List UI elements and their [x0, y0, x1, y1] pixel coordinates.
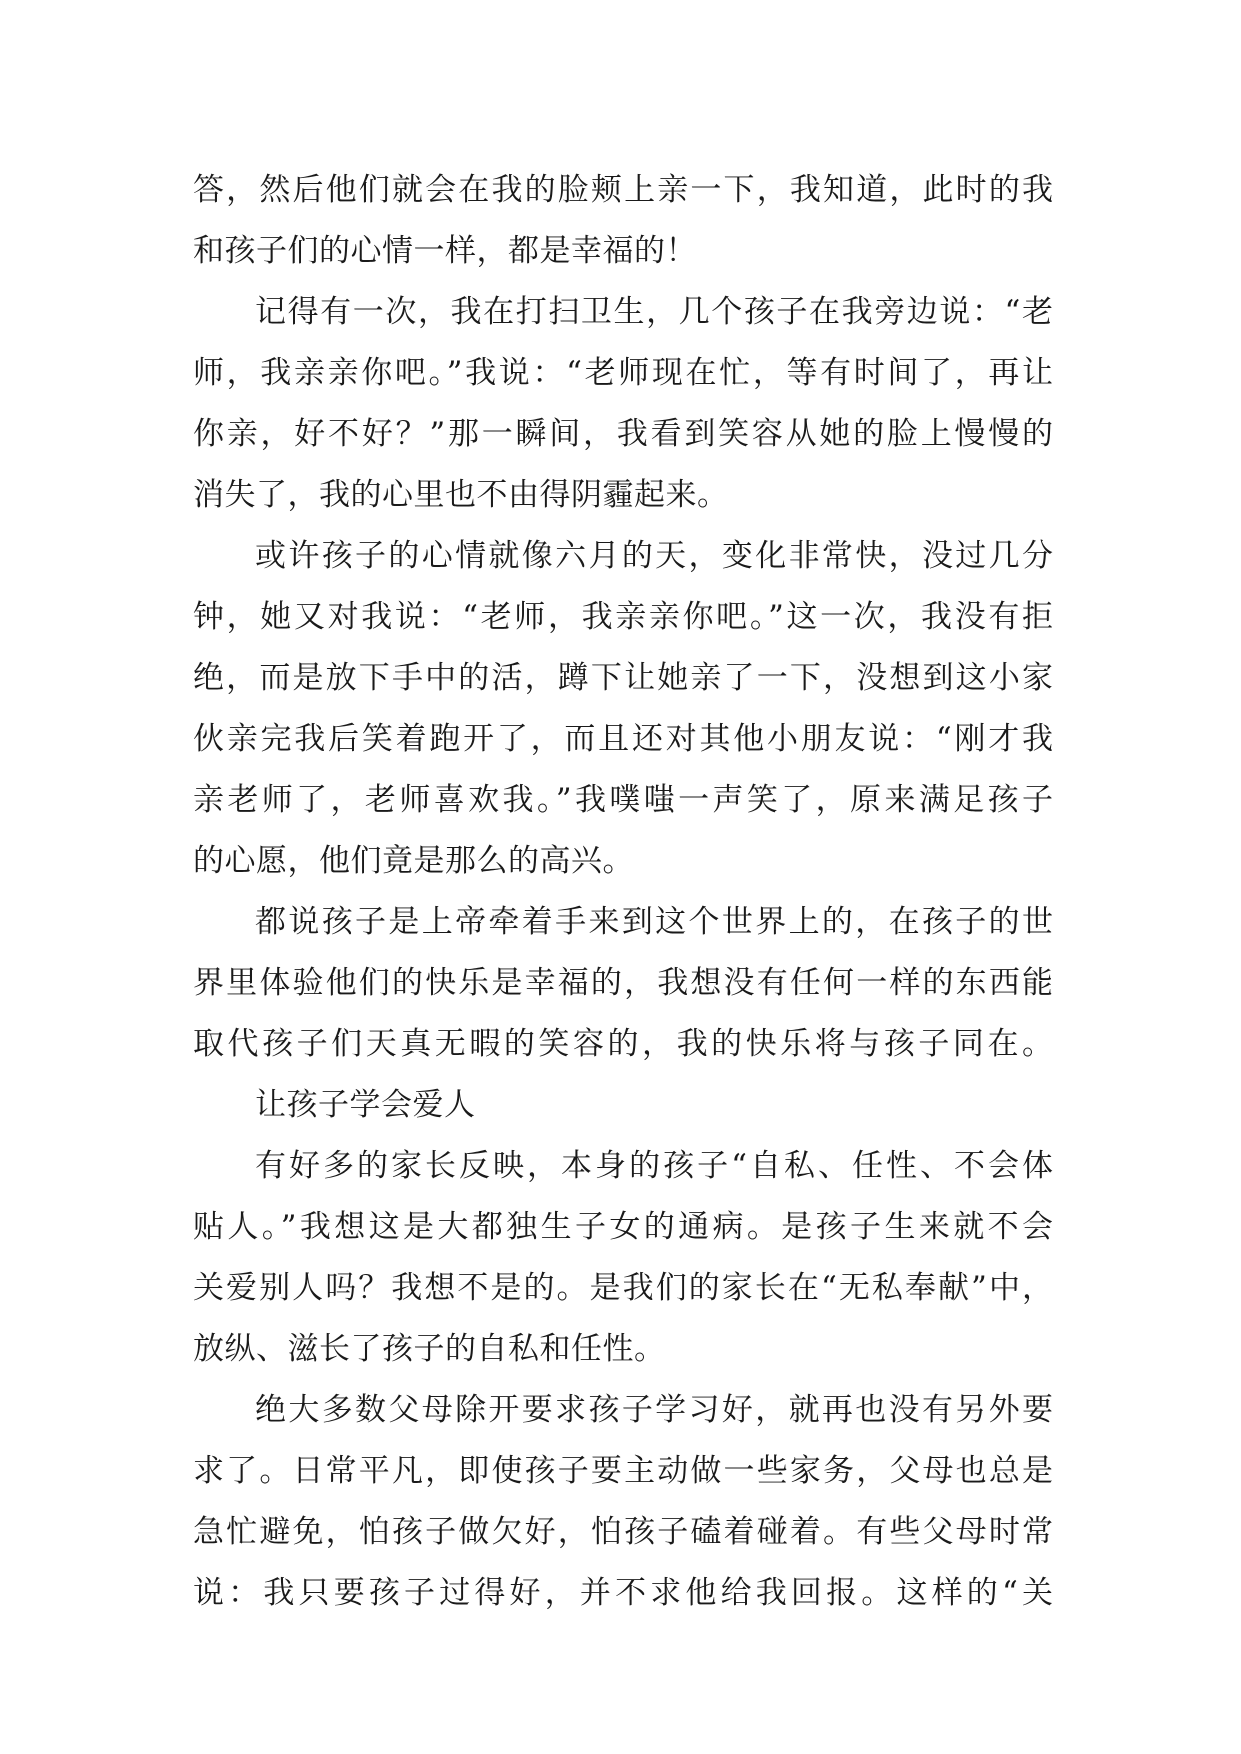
text-line: 取代孩子们天真无暇的笑容的，我的快乐将与孩子同在。: [193, 1026, 1053, 1062]
text-line: 伙亲完我后笑着跑开了，而且还对其他小朋友说：“刚才我: [193, 721, 1053, 757]
text-line: 急忙避免，怕孩子做欠好，怕孩子磕着碰着。有些父母时常: [193, 1514, 1053, 1550]
text-line: 关爱别人吗？我想不是的。是我们的家长在“无私奉献”中，: [193, 1270, 1053, 1306]
text-line: 放纵、滋长了孩子的自私和任性。: [193, 1331, 666, 1367]
text-line: 你亲，好不好？”那一瞬间，我看到笑容从她的脸上慢慢的: [193, 416, 1053, 452]
text-line: 答，然后他们就会在我的脸颊上亲一下，我知道，此时的我: [193, 172, 1053, 208]
text-line: 界里体验他们的快乐是幸福的，我想没有任何一样的东西能: [193, 965, 1053, 1001]
text-line: 说：我只要孩子过得好，并不求他给我回报。这样的“关: [193, 1575, 1053, 1611]
text-line: 和孩子们的心情一样，都是幸福的！: [193, 233, 697, 269]
body-text: [193, 160, 1053, 1624]
text-line: 消失了，我的心里也不由得阴霾起来。: [193, 477, 729, 513]
text-line: 钟，她又对我说：“老师，我亲亲你吧。”这一次，我没有拒: [193, 599, 1053, 635]
text-line: 亲老师了，老师喜欢我。”我噗嗤一声笑了，原来满足孩子: [193, 782, 1053, 818]
text-line: 的心愿，他们竟是那么的高兴。: [193, 843, 634, 879]
text-line: 求了。日常平凡，即使孩子要主动做一些家务，父母也总是: [193, 1453, 1053, 1489]
paragraph-first-line: 记得有一次，我在打扫卫生，几个孩子在我旁边说：“老: [255, 294, 1053, 330]
paragraph-first-line: 都说孩子是上帝牵着手来到这个世界上的，在孩子的世: [255, 904, 1053, 940]
paragraph-first-line: 有好多的家长反映，本身的孩子“自私、任性、不会体: [255, 1148, 1053, 1184]
paragraph-first-line: 让孩子学会爱人: [255, 1087, 476, 1123]
paragraph-first-line: 绝大多数父母除开要求孩子学习好，就再也没有另外要: [255, 1392, 1053, 1428]
text-line: 绝，而是放下手中的活，蹲下让她亲了一下，没想到这小家: [193, 660, 1053, 696]
text-line: 贴人。”我想这是大都独生子女的通病。是孩子生来就不会: [193, 1209, 1053, 1245]
paragraph-first-line: 或许孩子的心情就像六月的天，变化非常快，没过几分: [255, 538, 1053, 574]
text-line: 师，我亲亲你吧。”我说：“老师现在忙，等有时间了，再让: [193, 355, 1053, 391]
